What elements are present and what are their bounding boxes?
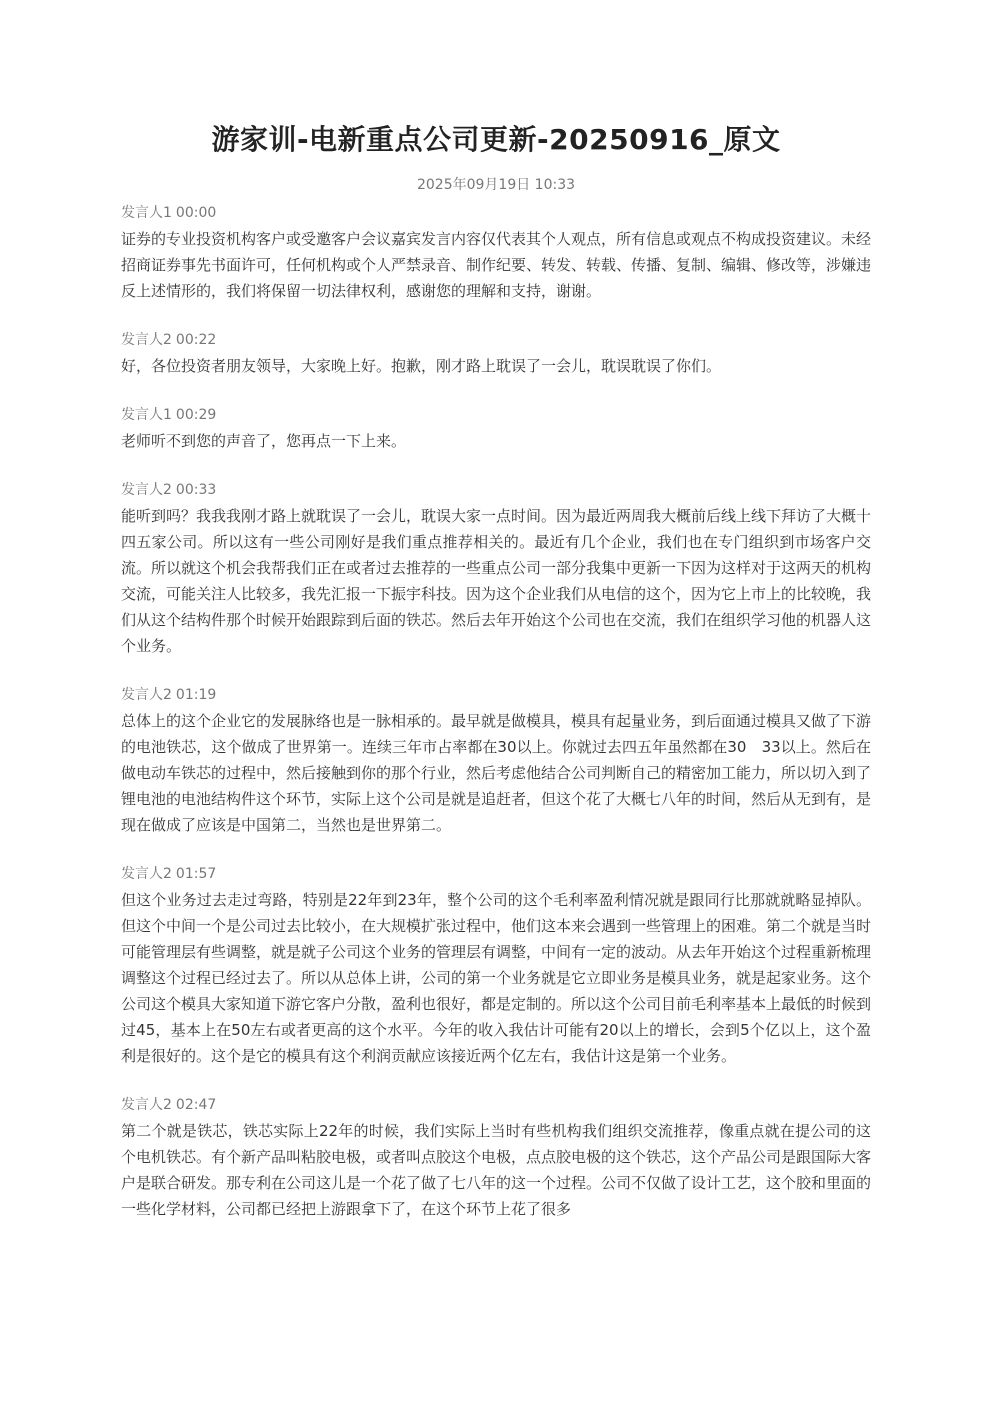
speaker-line [121, 402, 871, 428]
speaker-line [121, 200, 871, 226]
speaker-name: 发言人2 [121, 482, 172, 498]
speech-text: 好，各位投资者朋友领导，大家晚上好。抱歉，刚才路上耽误了一会儿，耽误耽误了你们。 [121, 357, 722, 375]
timestamp: 01:57 [175, 866, 217, 882]
speech-text: 但这个业务过去走过弯路，特别是22年到23年，整个公司的这个毛利率盈利情况就是跟同行比那就就略显掉队。但这个中间一个是公司过去比较小，在大规模扩张过程中，他们这本来会遇到一些管理上的困难。第二个就是当时可能管理层有些调整，就是就子公司这个业务的管理层有调整，中间有一定的波动。从去年开始这个过程重新梳理调整这个过程已经过去了。所以从总体上讲，公司的第一个业务就是它立即业务是模具业务，就是起家业务。这个公司这个模具大家知道下游它客户分散，盈利也很好，都是定制的。所以这个公司目前毛利率基本上最低的时候到过45，基本上在50左右或者更高的这个水平。今年的收入我估计可能有20以上的增长，会到5个亿以上，这个盈利是很好的。这个是它的模具有这个利润贡献应该接近两个亿左右，我估计这是第一个业务。 [121, 891, 872, 1065]
transcript-entry [121, 682, 871, 838]
speaker-name: 发言人1 [121, 205, 172, 221]
speech-text: 第二个就是铁芯，铁芯实际上22年的时候，我们实际上当时有些机构我们组织交流推荐，像重点就在提公司的这个电机铁芯。有个新产品叫粘胶电极，或者叫点胶这个电极，点点胶电极的这个铁芯，这个产品公司是跟国际大客户是联合研发。那专利在公司这儿是一个花了做了七八年的这一个过程。公司不仅做了设计工艺，这个胶和里面的一些化学材料，公司都已经把上游跟拿下了，在这个环节上花了很多 [121, 1122, 872, 1218]
speaker-line [121, 682, 871, 708]
speech-text: 证券的专业投资机构客户或受邀客户会议嘉宾发言内容仅代表其个人观点，所有信息或观点不构成投资建议。未经招商证券事先书面许可，任何机构或个人严禁录音、制作纪要、转发、转载、传播、复制、编辑、修改等，涉嫌违反上述情形的，我们将保留一切法律权利，感谢您的理解和支持，谢谢。 [121, 230, 872, 300]
transcript-entry [121, 861, 871, 1069]
speaker-line [121, 861, 871, 887]
speech-text: 总体上的这个企业它的发展脉络也是一脉相承的。最早就是做模具，模具有起量业务，到后面通过模具又做了下游的电池铁芯，这个做成了世界第一。连续三年市占率都在30以上。你就过去四五年虽然都在30 33以上。然后在做电动车铁芯的过程中，然后接触到你的那个行业，然后考虑他结合公司判断自己的精密加工能力，所以切入到了锂电池的电池结构件这个环节，实际上这个公司是就是追赶者，但这个花了大概七八年的时间，然后从无到有，是现在做成了应该是中国第二，当然也是世界第二。 [121, 712, 872, 834]
speech-text: 老师听不到您的声音了，您再点一下上来。 [121, 432, 407, 450]
transcript-entry [121, 200, 871, 304]
transcript-entry [121, 402, 871, 454]
document-title: 游家训-电新重点公司更新-20250916_原文 [211, 123, 781, 156]
timestamp: 00:29 [175, 407, 217, 423]
speaker-name: 发言人2 [121, 866, 172, 882]
transcript [121, 200, 871, 1222]
speaker-name: 发言人2 [121, 332, 172, 348]
speaker-line [121, 327, 871, 353]
speech-text: 能听到吗？我我我刚才路上就耽误了一会儿，耽误大家一点时间。因为最近两周我大概前后线上线下拜访了大概十四五家公司。所以这有一些公司刚好是我们重点推荐相关的。最近有几个企业，我们也在专门组织到市场客户交流。所以就这个机会我帮我们正在或者过去推荐的一些重点公司一部分我集中更新一下因为这样对于这两天的机构交流，可能关注人比较多，我先汇报一下振宇科技。因为这个企业我们从电信的这个，因为它上市上的比较晚，我们从这个结构件那个时候开始跟踪到后面的铁芯。然后去年开始这个公司也在交流，我们在组织学习他的机器人这个业务。 [121, 507, 872, 655]
speaker-name: 发言人2 [121, 1097, 172, 1113]
timestamp: 01:19 [175, 687, 217, 703]
transcript-entry [121, 327, 871, 379]
timestamp: 02:47 [175, 1097, 217, 1113]
speaker-line [121, 1092, 871, 1118]
speaker-name: 发言人2 [121, 687, 172, 703]
document-date: 2025年09月19日 10:33 [416, 177, 576, 193]
timestamp: 00:33 [175, 482, 217, 498]
speaker-line [121, 477, 871, 503]
transcript-entry [121, 1092, 871, 1222]
timestamp: 00:00 [175, 205, 217, 221]
timestamp: 00:22 [175, 332, 217, 348]
speaker-name: 发言人1 [121, 407, 172, 423]
transcript-entry [121, 477, 871, 659]
